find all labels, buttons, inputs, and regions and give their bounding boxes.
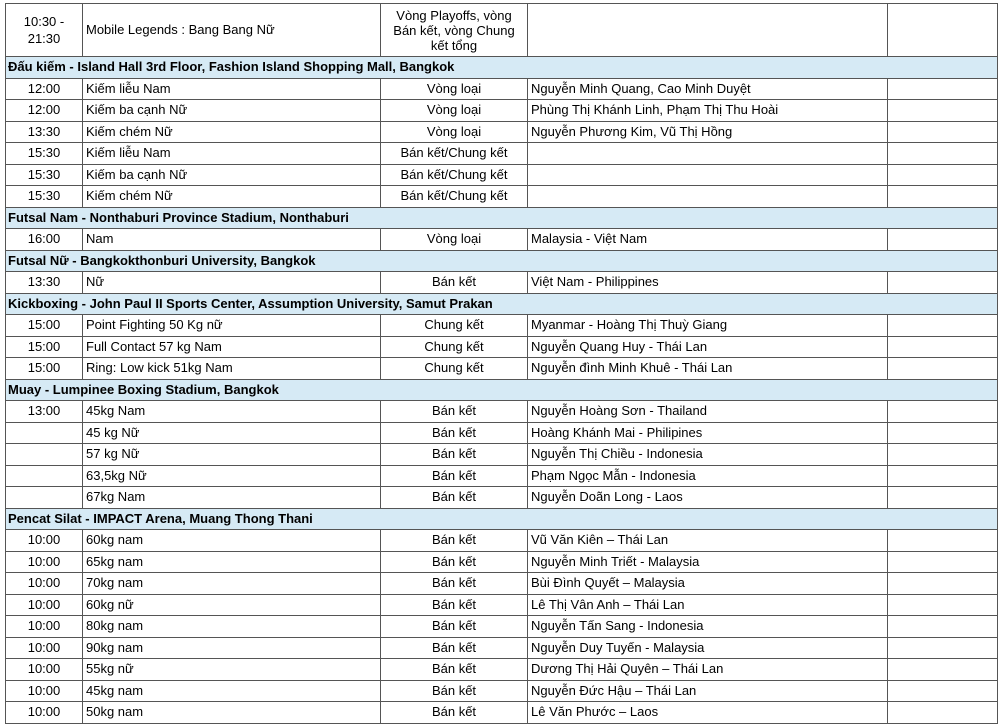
time-cell: 15:30: [6, 164, 83, 186]
section-header-row: [6, 57, 998, 79]
section-title: Kickboxing - John Paul II Sports Center, Assumption University, Samut Prakan: [6, 293, 998, 315]
section-header-row: [6, 293, 998, 315]
time-cell: 15:00: [6, 358, 83, 380]
schedule-body: [6, 4, 998, 724]
empty-cell: [888, 680, 998, 702]
round-cell: Bán kết: [381, 444, 528, 466]
empty-cell: [888, 229, 998, 251]
match-cell: Nguyễn Phương Kim, Vũ Thị Hồng: [528, 121, 888, 143]
time-cell: 10:00: [6, 573, 83, 595]
time-cell: 15:00: [6, 336, 83, 358]
schedule-row: [6, 186, 998, 208]
schedule-row: [6, 487, 998, 509]
event-cell: Ring: Low kick 51kg Nam: [83, 358, 381, 380]
match-cell: Bùi Đình Quyết – Malaysia: [528, 573, 888, 595]
empty-cell: [888, 444, 998, 466]
section-title: Futsal Nam - Nonthaburi Province Stadium, Nonthaburi: [6, 207, 998, 229]
event-cell: 55kg nữ: [83, 659, 381, 681]
schedule-row: [6, 229, 998, 251]
empty-cell: [888, 702, 998, 724]
round-cell: Bán kết: [381, 594, 528, 616]
time-cell: 10:00: [6, 530, 83, 552]
schedule-row: [6, 444, 998, 466]
event-cell: 80kg nam: [83, 616, 381, 638]
time-cell: [6, 444, 83, 466]
match-cell: Nguyễn Duy Tuyến - Malaysia: [528, 637, 888, 659]
event-cell: Point Fighting 50 Kg nữ: [83, 315, 381, 337]
time-cell: 10:00: [6, 659, 83, 681]
section-header-row: [6, 379, 998, 401]
round-cell: Bán kết: [381, 680, 528, 702]
time-cell: 15:00: [6, 315, 83, 337]
schedule-row: [6, 336, 998, 358]
event-cell: 60kg nữ: [83, 594, 381, 616]
section-title: Futsal Nữ - Bangkokthonburi University, Bangkok: [6, 250, 998, 272]
round-cell: Bán kết: [381, 530, 528, 552]
schedule-row: [6, 637, 998, 659]
event-cell: Kiếm ba cạnh Nữ: [83, 164, 381, 186]
match-cell: Malaysia - Việt Nam: [528, 229, 888, 251]
match-cell: Nguyễn Hoàng Sơn - Thailand: [528, 401, 888, 423]
match-cell: [528, 143, 888, 165]
time-cell: [6, 465, 83, 487]
event-cell: 70kg nam: [83, 573, 381, 595]
time-cell: 10:30 - 21:30: [6, 4, 83, 57]
empty-cell: [888, 358, 998, 380]
event-cell: Kiếm liễu Nam: [83, 78, 381, 100]
schedule-row: [6, 616, 998, 638]
round-cell: Chung kết: [381, 358, 528, 380]
empty-cell: [888, 143, 998, 165]
event-cell: 90kg nam: [83, 637, 381, 659]
time-cell: 10:00: [6, 594, 83, 616]
event-cell: Kiếm liễu Nam: [83, 143, 381, 165]
match-cell: Nguyễn đình Minh Khuê - Thái Lan: [528, 358, 888, 380]
match-cell: Lê Thị Vân Anh – Thái Lan: [528, 594, 888, 616]
schedule-row: [6, 164, 998, 186]
section-header-row: [6, 250, 998, 272]
match-cell: [528, 186, 888, 208]
event-cell: 57 kg Nữ: [83, 444, 381, 466]
match-cell: Nguyễn Minh Triết - Malaysia: [528, 551, 888, 573]
event-cell: 45 kg Nữ: [83, 422, 381, 444]
time-cell: 15:30: [6, 143, 83, 165]
empty-cell: [888, 336, 998, 358]
time-cell: 16:00: [6, 229, 83, 251]
event-cell: Nữ: [83, 272, 381, 294]
round-cell: Bán kết: [381, 487, 528, 509]
empty-cell: [888, 164, 998, 186]
round-cell: Bán kết: [381, 422, 528, 444]
time-cell: [6, 422, 83, 444]
schedule-row: [6, 680, 998, 702]
empty-cell: [888, 530, 998, 552]
time-cell: [6, 487, 83, 509]
schedule-row: [6, 530, 998, 552]
round-cell: Bán kết: [381, 616, 528, 638]
empty-cell: [888, 78, 998, 100]
round-cell: Bán kết: [381, 272, 528, 294]
round-cell: Bán kết: [381, 465, 528, 487]
event-cell: Kiếm chém Nữ: [83, 121, 381, 143]
section-title: Muay - Lumpinee Boxing Stadium, Bangkok: [6, 379, 998, 401]
match-cell: Nguyễn Thị Chiều - Indonesia: [528, 444, 888, 466]
round-cell: Bán kết: [381, 637, 528, 659]
event-cell: Mobile Legends : Bang Bang Nữ: [83, 4, 381, 57]
round-cell: Vòng loại: [381, 229, 528, 251]
event-cell: Nam: [83, 229, 381, 251]
round-cell: Vòng Playoffs, vòng Bán kết, vòng Chung kết tổng: [381, 4, 528, 57]
empty-cell: [888, 573, 998, 595]
event-cell: 65kg nam: [83, 551, 381, 573]
round-cell: Bán kết/Chung kết: [381, 143, 528, 165]
section-header-row: [6, 508, 998, 530]
match-cell: Phùng Thị Khánh Linh, Phạm Thị Thu Hoài: [528, 100, 888, 122]
match-cell: Myanmar - Hoàng Thị Thuỳ Giang: [528, 315, 888, 337]
empty-cell: [888, 594, 998, 616]
event-cell: 67kg Nam: [83, 487, 381, 509]
time-cell: 12:00: [6, 78, 83, 100]
section-title: Đấu kiếm - Island Hall 3rd Floor, Fashion Island Shopping Mall, Bangkok: [6, 57, 998, 79]
round-cell: Vòng loại: [381, 100, 528, 122]
empty-cell: [888, 121, 998, 143]
round-cell: Vòng loại: [381, 78, 528, 100]
empty-cell: [888, 616, 998, 638]
round-cell: Bán kết/Chung kết: [381, 186, 528, 208]
match-cell: Nguyễn Quang Huy - Thái Lan: [528, 336, 888, 358]
empty-cell: [888, 551, 998, 573]
time-cell: 10:00: [6, 551, 83, 573]
match-cell: Nguyễn Đức Hậu – Thái Lan: [528, 680, 888, 702]
schedule-row: [6, 594, 998, 616]
round-cell: Vòng loại: [381, 121, 528, 143]
schedule-row: [6, 358, 998, 380]
schedule-table: [5, 3, 998, 724]
schedule-row: [6, 401, 998, 423]
schedule-row: [6, 422, 998, 444]
empty-cell: [888, 487, 998, 509]
time-cell: 15:30: [6, 186, 83, 208]
schedule-row: [6, 100, 998, 122]
schedule-row: [6, 121, 998, 143]
match-cell: Lê Văn Phước – Laos: [528, 702, 888, 724]
empty-cell: [888, 4, 998, 57]
match-cell: Nguyễn Tấn Sang - Indonesia: [528, 616, 888, 638]
round-cell: Chung kết: [381, 336, 528, 358]
time-cell: 10:00: [6, 637, 83, 659]
empty-cell: [888, 659, 998, 681]
time-cell: 10:00: [6, 680, 83, 702]
schedule-row: [6, 4, 998, 57]
match-cell: Hoàng Khánh Mai - Philipines: [528, 422, 888, 444]
round-cell: Bán kết: [381, 573, 528, 595]
schedule-row: [6, 272, 998, 294]
round-cell: Bán kết: [381, 702, 528, 724]
event-cell: Kiếm chém Nữ: [83, 186, 381, 208]
time-cell: 13:30: [6, 121, 83, 143]
event-cell: 63,5kg Nữ: [83, 465, 381, 487]
schedule-row: [6, 315, 998, 337]
match-cell: Nguyễn Minh Quang, Cao Minh Duyệt: [528, 78, 888, 100]
schedule-row: [6, 551, 998, 573]
event-cell: 45kg nam: [83, 680, 381, 702]
schedule-row: [6, 143, 998, 165]
time-cell: 10:00: [6, 702, 83, 724]
section-header-row: [6, 207, 998, 229]
schedule-row: [6, 573, 998, 595]
event-cell: 50kg nam: [83, 702, 381, 724]
event-cell: Kiếm ba cạnh Nữ: [83, 100, 381, 122]
round-cell: Bán kết: [381, 659, 528, 681]
event-cell: Full Contact 57 kg Nam: [83, 336, 381, 358]
time-cell: 10:00: [6, 616, 83, 638]
round-cell: Bán kết/Chung kết: [381, 164, 528, 186]
event-cell: 45kg Nam: [83, 401, 381, 423]
time-cell: 13:30: [6, 272, 83, 294]
match-cell: Nguyễn Doãn Long - Laos: [528, 487, 888, 509]
time-cell: 13:00: [6, 401, 83, 423]
match-cell: Phạm Ngọc Mẫn - Indonesia: [528, 465, 888, 487]
match-cell: Dương Thị Hải Quyên – Thái Lan: [528, 659, 888, 681]
section-title: Pencat Silat - IMPACT Arena, Muang Thong Thani: [6, 508, 998, 530]
empty-cell: [888, 186, 998, 208]
match-cell: Vũ Văn Kiên – Thái Lan: [528, 530, 888, 552]
empty-cell: [888, 401, 998, 423]
time-cell: 12:00: [6, 100, 83, 122]
empty-cell: [888, 272, 998, 294]
schedule-row: [6, 78, 998, 100]
round-cell: Bán kết: [381, 401, 528, 423]
event-cell: 60kg nam: [83, 530, 381, 552]
match-cell: [528, 4, 888, 57]
empty-cell: [888, 465, 998, 487]
match-cell: Việt Nam - Philippines: [528, 272, 888, 294]
schedule-row: [6, 465, 998, 487]
empty-cell: [888, 100, 998, 122]
schedule-row: [6, 659, 998, 681]
empty-cell: [888, 315, 998, 337]
match-cell: [528, 164, 888, 186]
round-cell: Bán kết: [381, 551, 528, 573]
round-cell: Chung kết: [381, 315, 528, 337]
schedule-row: [6, 702, 998, 724]
empty-cell: [888, 637, 998, 659]
empty-cell: [888, 422, 998, 444]
